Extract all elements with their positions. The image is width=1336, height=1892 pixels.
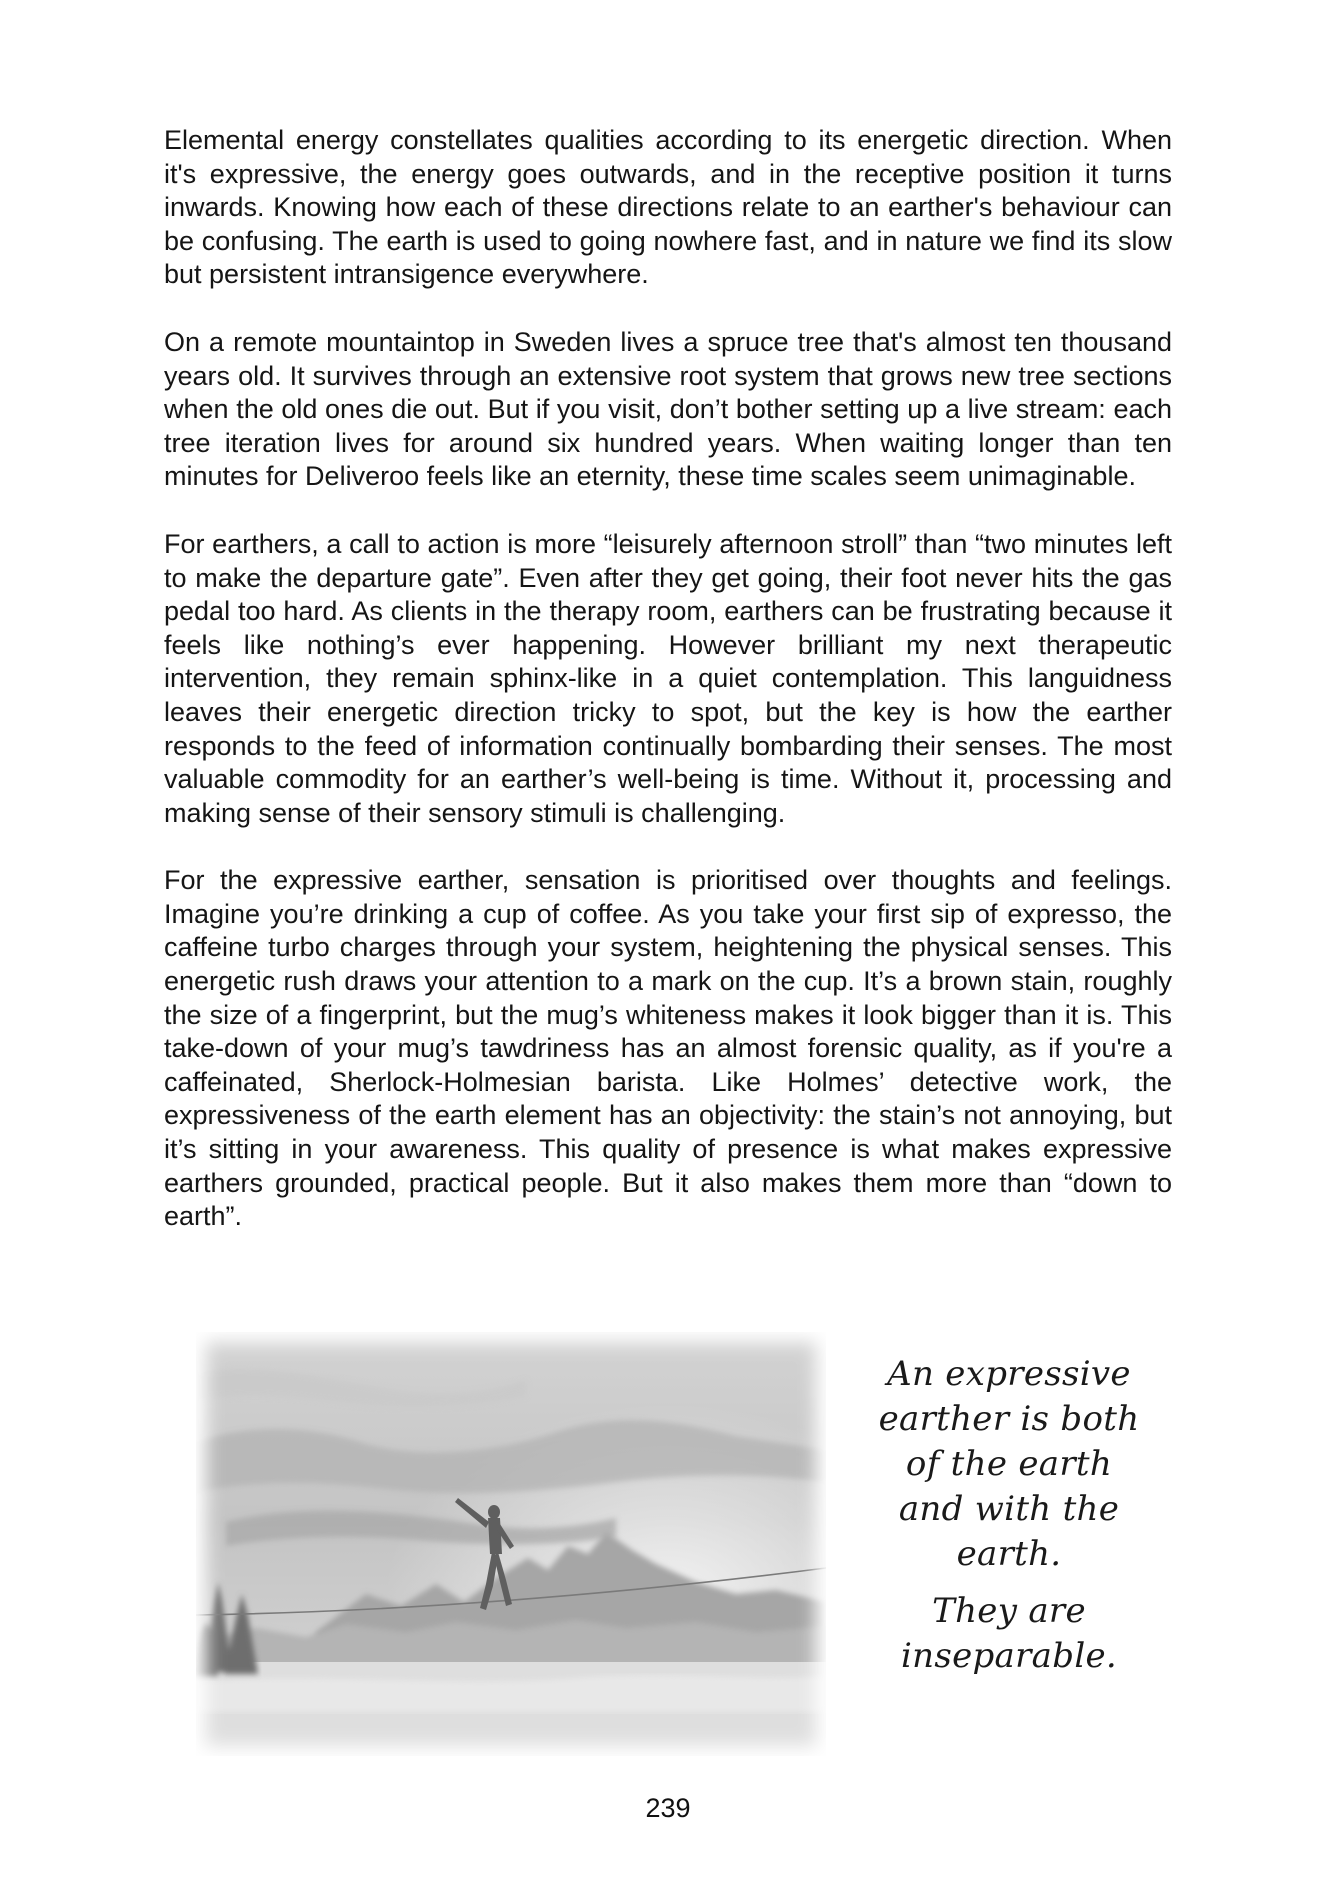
quote-line: and with the [898, 1489, 1120, 1529]
body-text [164, 124, 1172, 1268]
quote-line: They are [932, 1591, 1086, 1631]
quote-line: An expressive [887, 1354, 1131, 1394]
quote-line: inseparable. [900, 1636, 1118, 1676]
paragraph-elemental-energy: Elemental energy constellates qualities according to its energetic direction. When it's expressive, the energy goes outwards, and in the receptive position it turns inwards. Knowing how each of these directions relate to an earther's behaviour can be confusing. The earth is used to going nowhere fast, and in nature we find its slow but persistent intransigence everywhere. [164, 125, 1172, 290]
quote-spacer [846, 1577, 1172, 1589]
paragraph-expressive-earther: For the expressive earther, sensation is prioritised over thoughts and feelings. Imagine you’re drinking a cup of coffee. As you take your first sip of expresso, the caffeine turbo charges through your system, heightening the physical senses. This energetic rush draws your attention to a mark on the cup. It’s a brown stain, roughly the size of a fingerprint, but the mug’s whiteness makes it look bigger than it is. This take-down of your mug’s tawdriness has an almost forensic quality, as if you're a caffeinated, Sherlock-Holmesian barista. Like Holmes’ detective work, the expressiveness of the earth element has an objectivity: the stain’s not annoying, but it’s sitting in your awareness. This quality of presence is what makes expressive earthers grounded, practical people. But it also makes them more than “down to earth”. [164, 865, 1172, 1232]
page-number: 239 [645, 1793, 691, 1823]
quote-line: earth. [956, 1534, 1062, 1574]
pull-quote [846, 1352, 1172, 1679]
paragraph-call-to-action: For earthers, a call to action is more “leisurely afternoon stroll” than “two minutes left to make the departure gate”. Even after they get going, their foot never hits the gas pedal too hard. As clients in the therapy room, earthers can be frustrating because it feels like nothing’s ever happening. However brilliant my next therapeutic intervention, they remain sphinx-like in a quiet contemplation. This languidness leaves their energetic direction tricky to spot, but the key is how the earther responds to the feed of information continually bombarding their senses. The most valuable commodity for an earther’s well-being is time. Without it, processing and making sense of their sensory stimuli is challenging. [164, 528, 1172, 828]
tightrope-walker-photo [196, 1332, 826, 1756]
quote-line: of the earth [905, 1444, 1113, 1484]
figure-row [196, 1332, 1172, 1756]
quote-line: earther is both [878, 1399, 1140, 1439]
paragraph-spruce-tree: On a remote mountaintop in Sweden lives a spruce tree that's almost ten thousand years old. It survives through an extensive root system that grows new tree sections when the old ones die out. But if you visit, don’t bother setting up a live stream: each tree iteration lives for around six hundred years. When waiting longer than ten minutes for Deliveroo feels like an eternity, these time scales seem unimaginable. [164, 326, 1172, 492]
